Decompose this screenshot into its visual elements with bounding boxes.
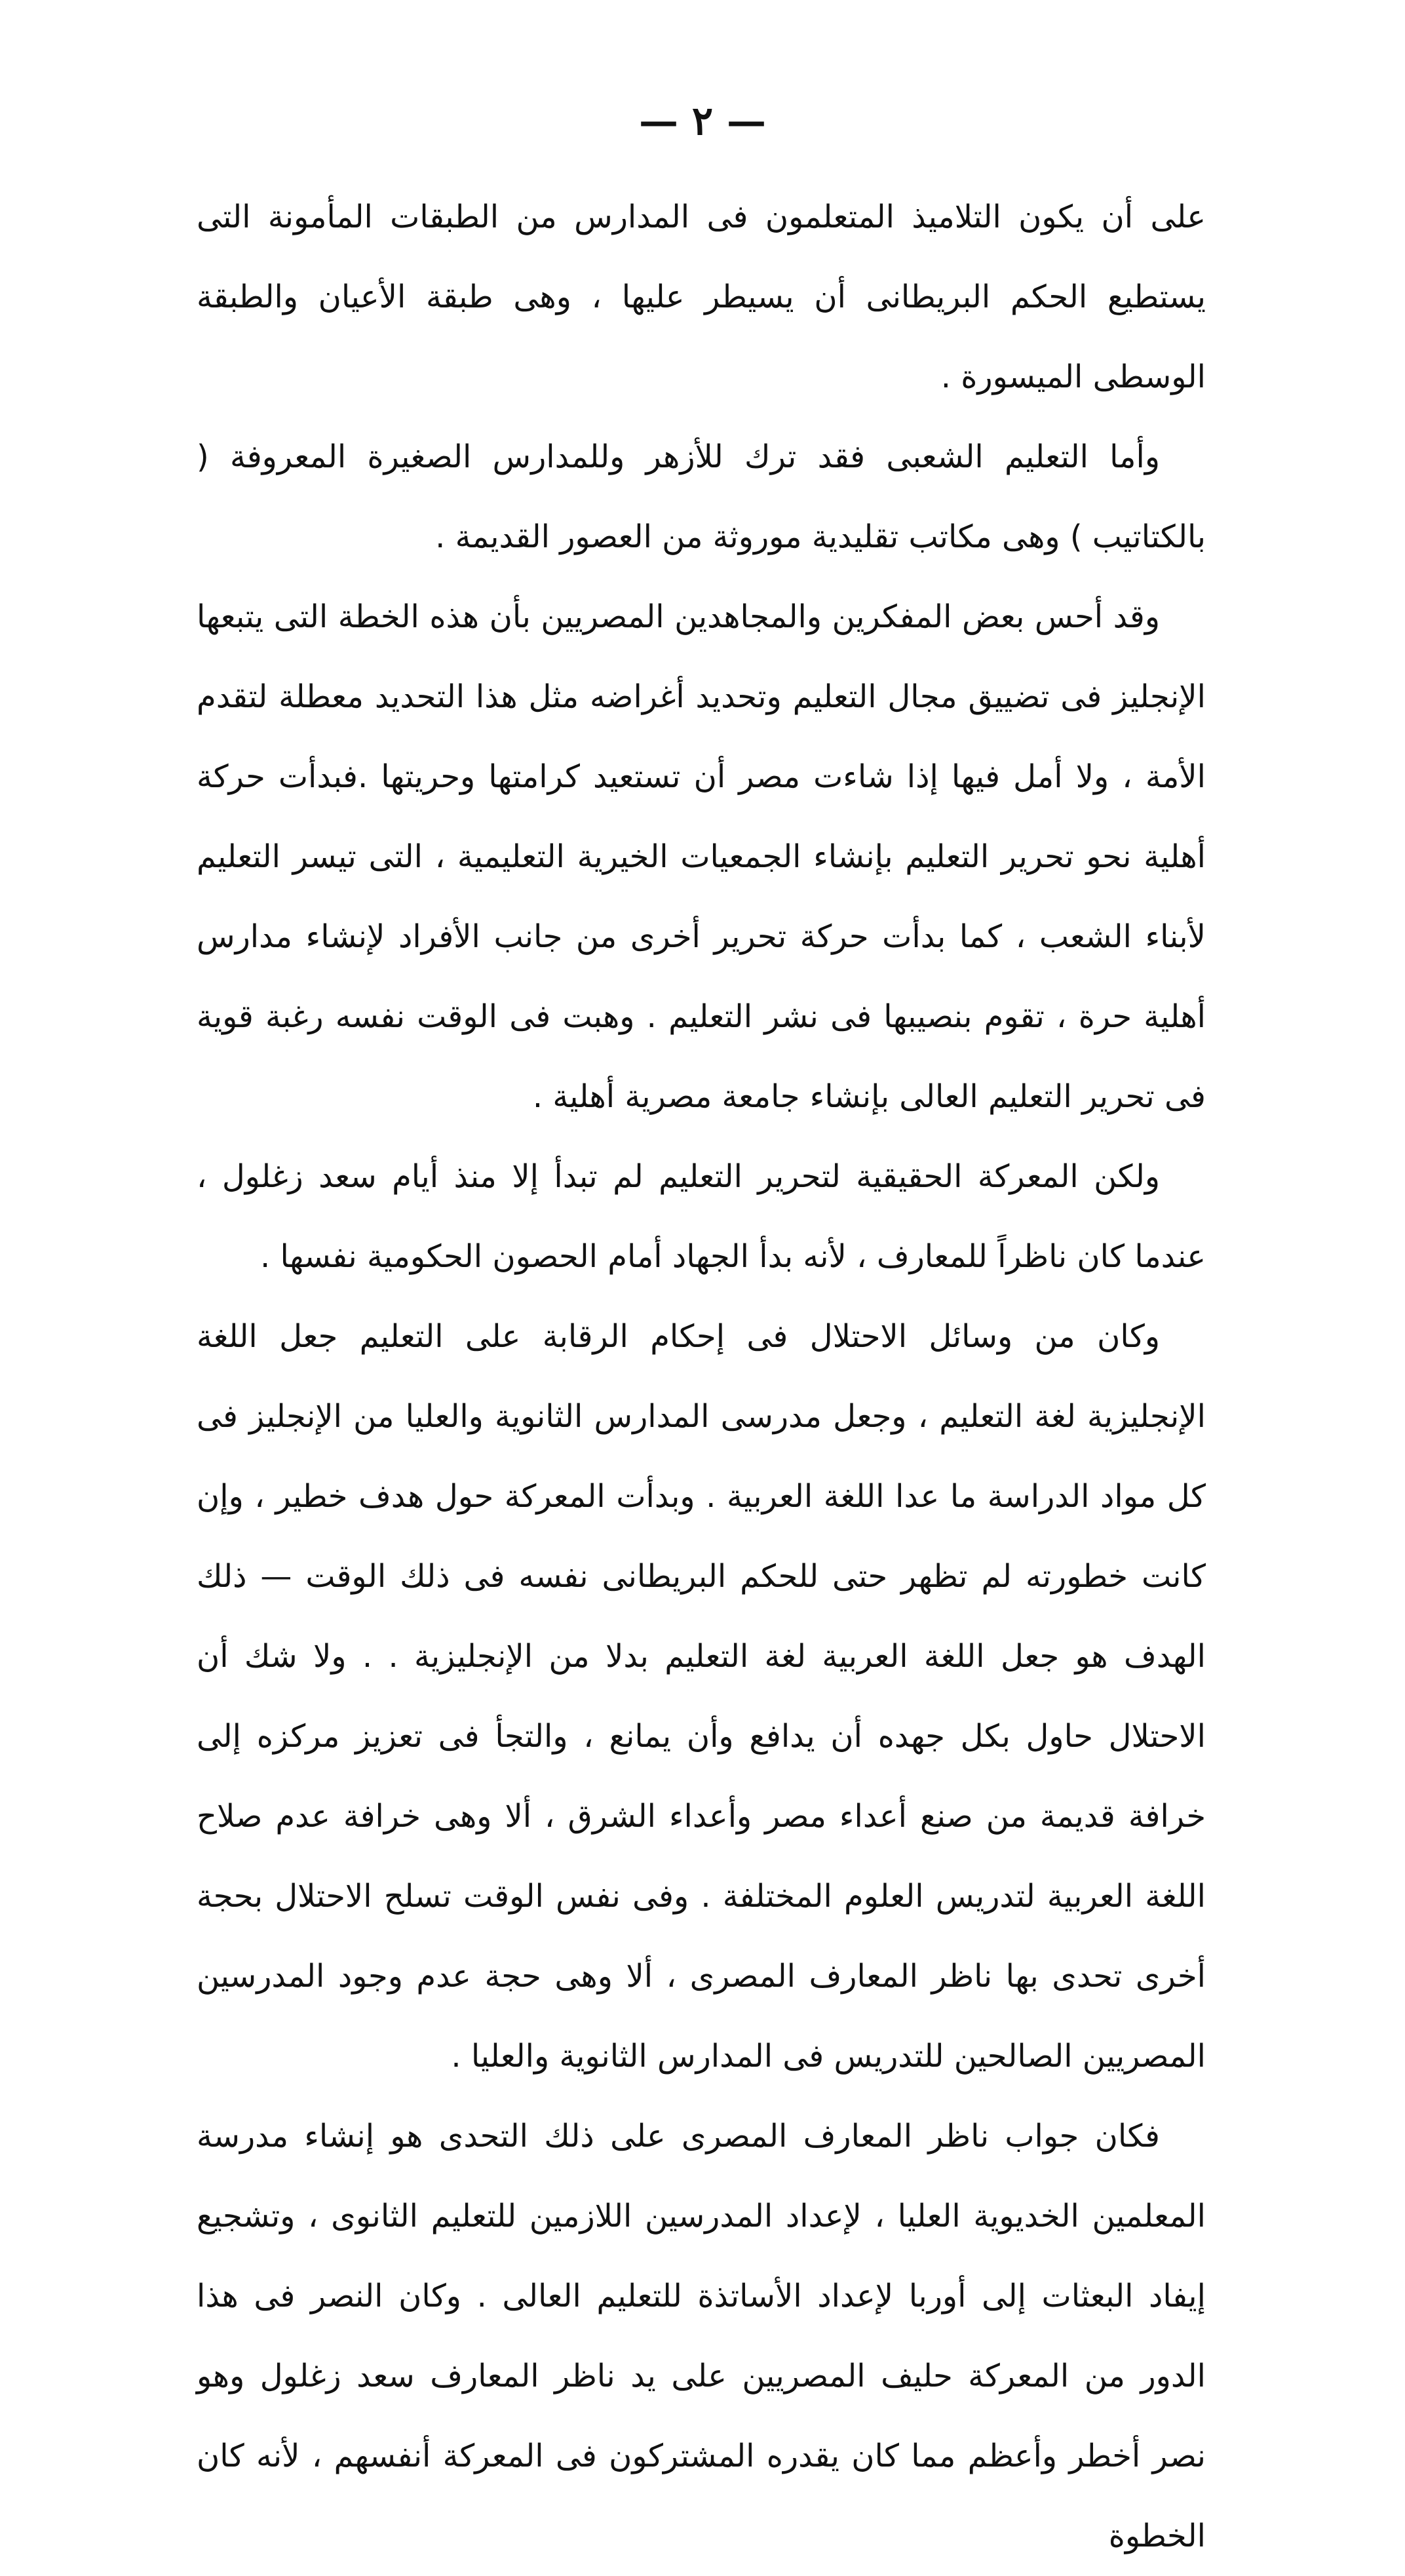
paragraph-6: فكان جواب ناظر المعارف المصرى على ذلك التحدى هو إنشاء مدرسة المعلمين الخديوية العليا ، لإعداد المدرسين اللازمين للتعليم الثانوى ، وتشجيع إيفاد البعثات إلى أوربا لإعداد الأساتذة للتعليم العالى . وكان النصر فى هذا الدور من المعركة حليف المصريين على يد ناظر المعارف سعد زغلول وهو نصر أخطر وأعظم مما كان يقدره المشتركون فى المعركة أنفسهم ، لأنه كان الخطوة: [197, 2118, 1206, 2554]
paragraph-5: وكان من وسائل الاحتلال فى إحكام الرقابة على التعليم جعل اللغة الإنجليزية لغة التعليم ، وجعل مدرسى المدارس الثانوية والعليا من الإنجليز فى كل مواد الدراسة ما عدا اللغة العربية . وبدأت المعركة حول هدف خطير ، وإن كانت خطورته لم تظهر حتى للحكم البريطانى نفسه فى ذلك الوقت — ذلك الهدف هو جعل اللغة العربية لغة التعليم بدلا من الإنجليزية . . ولا شك أن الاحتلال حاول بكل جهده أن يدافع وأن يمانع ، والتجأ فى تعزيز مركزه إلى خرافة قديمة من صنع أعداء مصر وأعداء الشرق ، ألا وهى خرافة عدم صلاح اللغة العربية لتدريس العلوم المختلفة . وفى نفس الوقت تسلح الاحتلال بحجة أخرى تحدى بها ناظر المعارف المصرى ، ألا وهى حجة عدم وجود المدرسين المصريين الصالحين للتدريس فى المدارس الثانوية والعليا .: [197, 1318, 1206, 2075]
body-text: [197, 177, 1206, 2576]
paragraph-3: وقد أحس بعض المفكرين والمجاهدين المصريين بأن هذه الخطة التى يتبعها الإنجليز فى تضييق مجال التعليم وتحديد أغراضه مثل هذا التحديد معطلة لتقدم الأمة ، ولا أمل فيها إذا شاءت مصر أن تستعيد كرامتها وحريتها .فبدأت حركة أهلية نحو تحرير التعليم بإنشاء الجمعيات الخيرية التعليمية ، التى تيسر التعليم لأبناء الشعب ، كما بدأت حركة تحرير أخرى من جانب الأفراد لإنشاء مدارس أهلية حرة ، تقوم بنصيبها فى نشر التعليم . وهبت فى الوقت نفسه رغبة قوية فى تحرير التعليم العالى بإنشاء جامعة مصرية أهلية .: [197, 598, 1206, 1115]
paragraph-1: على أن يكون التلاميذ المتعلمون فى المدارس من الطبقات المأمونة التى يستطيع الحكم البريطانى أن يسيطر عليها ، وهى طبقة الأعيان والطبقة الوسطى الميسورة .: [197, 199, 1206, 395]
paragraph-4: ولكن المعركة الحقيقية لتحرير التعليم لم تبدأ إلا منذ أيام سعد زغلول ، عندما كان ناظراً للمعارف ، لأنه بدأ الجهاد أمام الحصون الحكومية نفسها .: [197, 1158, 1206, 1275]
page-number: — ٢ —: [638, 98, 766, 144]
paragraph-2: وأما التعليم الشعبى فقد ترك للأزهر وللمدارس الصغيرة المعروفة ( بالكتاتيب ) وهى مكاتب تقليدية موروثة من العصور القديمة .: [197, 439, 1206, 555]
